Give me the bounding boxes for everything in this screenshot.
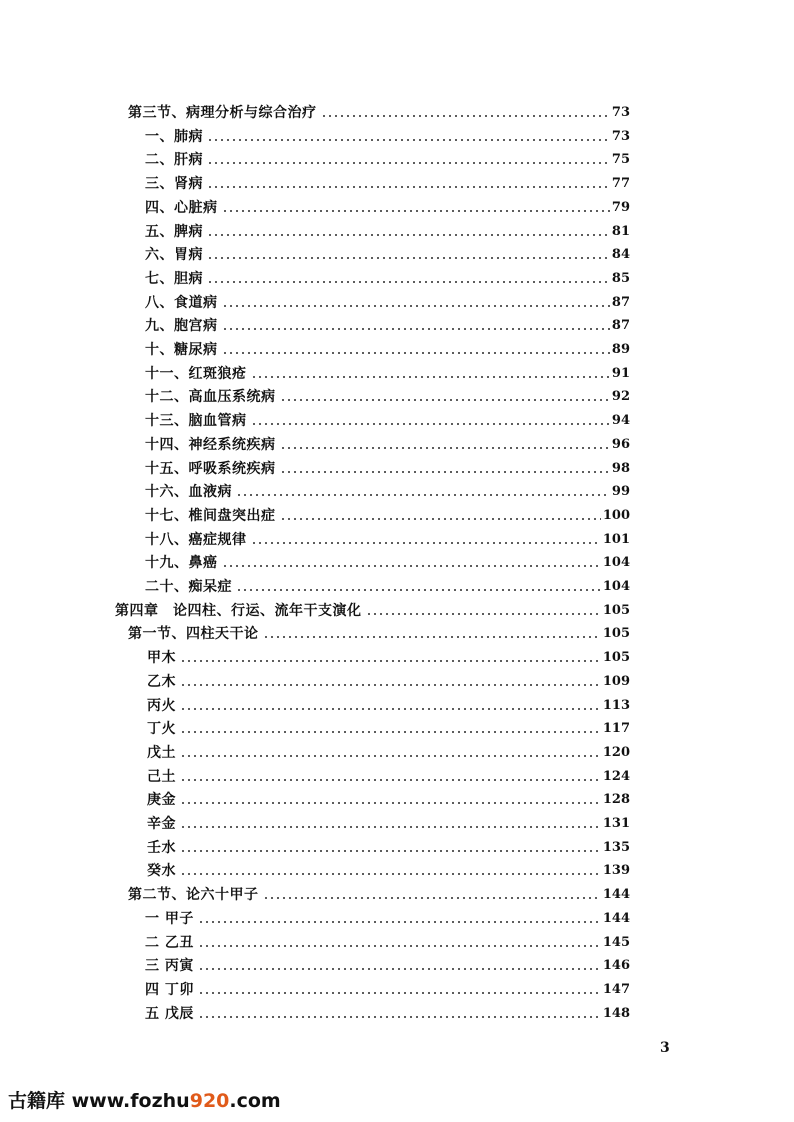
dot-leader: [198, 991, 601, 995]
toc-entry[interactable]: [147, 761, 630, 785]
toc-entry-page: 104: [602, 555, 630, 571]
toc-entry-title: 二 乙丑: [145, 934, 194, 951]
toc-entry[interactable]: [147, 808, 630, 832]
toc-entry[interactable]: [145, 405, 630, 429]
toc-entry-page: 105: [602, 650, 630, 666]
toc-entry[interactable]: [147, 855, 630, 879]
toc-entry-page: 131: [602, 816, 630, 831]
toc-entry-title: 第二节、论六十甲子: [128, 887, 259, 904]
dot-leader: [251, 422, 610, 426]
toc-entry[interactable]: [145, 121, 630, 145]
dot-leader: [222, 209, 610, 213]
dot-leader: [280, 470, 610, 474]
toc-entry[interactable]: [145, 950, 630, 974]
toc-entry[interactable]: [145, 192, 630, 216]
toc-entry-title: 九、胞宫病: [145, 318, 218, 335]
toc-entry[interactable]: [128, 97, 630, 121]
toc-entry-title: 十六、血液病: [145, 484, 232, 501]
toc-entry[interactable]: [145, 500, 630, 524]
dot-leader: [207, 138, 610, 142]
toc-entry-title: 第一节、四柱天干论: [128, 626, 259, 643]
toc-entry-page: 105: [602, 626, 630, 642]
dot-leader: [222, 564, 601, 568]
toc-entry[interactable]: [147, 713, 630, 737]
toc-entry-page: 144: [602, 910, 630, 926]
dot-leader: [180, 825, 601, 829]
toc-entry[interactable]: [145, 524, 630, 548]
toc-entry-page: 85: [611, 270, 630, 286]
toc-entry-page: 146: [602, 958, 630, 974]
toc-entry-page: 124: [602, 768, 630, 784]
toc-entry-page: 109: [602, 673, 630, 689]
toc-entry-page: 96: [611, 436, 630, 452]
toc-entry[interactable]: [147, 832, 630, 856]
toc-entry[interactable]: [145, 903, 630, 927]
toc-entry-page: 79: [611, 199, 630, 215]
toc-entry-page: 144: [602, 887, 630, 903]
dot-leader: [198, 920, 601, 924]
toc-entry-page: 147: [602, 981, 630, 997]
dot-leader: [207, 256, 610, 260]
dot-leader: [251, 541, 601, 545]
dot-leader: [180, 778, 601, 782]
toc-entry[interactable]: [145, 263, 630, 287]
toc-entry[interactable]: [145, 287, 630, 311]
dot-leader: [180, 683, 601, 687]
toc-entry[interactable]: [145, 144, 630, 168]
dot-leader: [207, 185, 610, 189]
toc-entry[interactable]: [128, 879, 630, 903]
toc-entry[interactable]: [145, 453, 630, 477]
dot-leader: [236, 588, 601, 592]
watermark-suffix: .com: [229, 1090, 281, 1112]
toc-entry-title: 辛金: [147, 816, 176, 832]
toc-entry[interactable]: [147, 690, 630, 714]
toc-entry-title: 八、食道病: [145, 294, 218, 311]
toc-entry-title: 癸水: [147, 863, 176, 880]
toc-entry[interactable]: [147, 784, 630, 808]
toc-entry-page: 99: [611, 484, 630, 500]
toc-entry-page: 89: [611, 342, 630, 357]
toc-entry-page: 128: [602, 792, 630, 808]
toc-entry-title: 第四章 论四柱、行运、流年干支演化: [115, 602, 362, 619]
dot-leader: [180, 730, 601, 734]
toc-entry[interactable]: [145, 547, 630, 571]
toc-entry-page: 81: [611, 223, 630, 239]
toc-entry-title: 丁火: [147, 721, 176, 738]
watermark-text: 古籍库 www.fozhu: [8, 1090, 190, 1112]
toc-entry[interactable]: [145, 168, 630, 192]
dot-leader: [263, 896, 601, 900]
dot-leader: [180, 872, 601, 876]
dot-leader: [280, 446, 610, 450]
dot-leader: [198, 1015, 601, 1019]
toc-entry-page: 113: [602, 697, 630, 713]
toc-entry-title: 六、胃病: [145, 247, 203, 264]
toc-entry-page: 91: [611, 365, 630, 381]
toc-entry-title: 一、肺病: [145, 128, 203, 145]
toc-entry[interactable]: [145, 381, 630, 405]
toc-entry-title: 十二、高血压系统病: [145, 389, 276, 406]
toc-entry-title: 十四、神经系统疾病: [145, 436, 276, 453]
toc-entry[interactable]: [145, 334, 630, 358]
toc-entry[interactable]: [145, 216, 630, 240]
toc-entry-title: 乙木: [147, 673, 176, 690]
toc-entry-page: 104: [602, 579, 630, 594]
toc-entry-page: 105: [602, 602, 630, 618]
toc-entry[interactable]: [145, 571, 630, 595]
dot-leader: [207, 280, 610, 284]
toc-entry-title: 庚金: [147, 792, 176, 809]
toc-entry[interactable]: [145, 429, 630, 453]
dot-leader: [198, 967, 601, 971]
toc-entry-page: 94: [611, 413, 630, 429]
page-number: 3: [660, 1040, 670, 1056]
dot-leader: [198, 944, 601, 948]
toc-entry-title: 十八、癌症规律: [145, 531, 247, 548]
toc-entry-title: 己土: [147, 768, 176, 785]
toc-entry-page: 87: [611, 294, 630, 310]
dot-leader: [222, 351, 610, 355]
toc-entry-page: 100: [602, 507, 630, 523]
toc-entry-title: 十五、呼吸系统疾病: [145, 460, 276, 477]
toc-entry-page: 73: [611, 128, 630, 144]
dot-leader: [180, 754, 601, 758]
toc-entry-title: 十九、鼻癌: [145, 555, 218, 572]
toc-entry-title: 三、肾病: [145, 176, 203, 193]
dot-leader: [180, 659, 601, 663]
dot-leader: [263, 635, 601, 639]
dot-leader: [251, 375, 610, 379]
toc-entry[interactable]: [147, 642, 630, 666]
toc-entry[interactable]: [147, 666, 630, 690]
toc-entry-page: 135: [602, 839, 630, 855]
toc-entry-title: 戊土: [147, 744, 176, 761]
toc-entry-page: 120: [602, 744, 630, 760]
toc-entry-title: 五 戊辰: [145, 1005, 194, 1022]
toc-entry-title: 壬水: [147, 839, 176, 856]
toc-entry-page: 73: [611, 105, 630, 120]
toc-entry-title: 三 丙寅: [145, 958, 194, 975]
toc-entry-page: 139: [602, 863, 630, 879]
toc-entry[interactable]: [115, 595, 630, 619]
toc-entry-page: 148: [602, 1005, 630, 1021]
toc-entry-title: 五、脾病: [145, 223, 203, 240]
toc-entry-page: 117: [602, 721, 630, 737]
toc-entry-title: 第三节、病理分析与综合治疗: [128, 105, 317, 121]
toc-entry[interactable]: [145, 358, 630, 382]
dot-leader: [207, 233, 610, 237]
dot-leader: [207, 161, 610, 165]
toc-entry[interactable]: [145, 998, 630, 1022]
toc-entry[interactable]: [145, 974, 630, 998]
toc-entry-title: 四 丁卯: [145, 981, 194, 998]
toc-entry[interactable]: [145, 476, 630, 500]
toc-entry-page: 92: [611, 389, 630, 405]
toc-entry[interactable]: [128, 618, 630, 642]
toc-entry-page: 145: [602, 934, 630, 950]
watermark: [8, 1086, 281, 1113]
toc-entry-title: 十一、红斑狼疮: [145, 365, 247, 382]
dot-leader: [180, 801, 601, 805]
toc-entry-title: 十七、椎间盘突出症: [145, 507, 276, 524]
toc-entry-page: 77: [611, 176, 630, 192]
dot-leader: [366, 612, 601, 616]
toc-entry[interactable]: [145, 927, 630, 951]
toc-entry-title: 一 甲子: [145, 910, 194, 927]
toc-entry-title: 二十、痴呆症: [145, 579, 232, 595]
toc-entry-page: 84: [611, 247, 630, 263]
watermark-accent: 920: [189, 1090, 230, 1112]
toc-entry[interactable]: [145, 239, 630, 263]
dot-leader: [180, 707, 601, 711]
toc-entry-title: 丙火: [147, 697, 176, 714]
toc-entry-page: 101: [602, 531, 630, 547]
toc-entry-title: 四、心脏病: [145, 199, 218, 216]
toc-entry[interactable]: [145, 310, 630, 334]
dot-leader: [280, 398, 610, 402]
dot-leader: [222, 327, 610, 331]
toc-entry-title: 十三、脑血管病: [145, 413, 247, 430]
dot-leader: [222, 304, 610, 308]
toc-entry-page: 75: [611, 152, 630, 168]
toc-entry-page: 87: [611, 318, 630, 334]
dot-leader: [280, 517, 601, 521]
toc-entry[interactable]: [147, 737, 630, 761]
toc-entry-title: 十、糖尿病: [145, 342, 218, 358]
toc-entry-title: 二、肝病: [145, 152, 203, 169]
dot-leader: [236, 493, 610, 497]
toc-entry-page: 98: [611, 460, 630, 476]
dot-leader: [180, 849, 601, 853]
toc-entry-title: 七、胆病: [145, 270, 203, 287]
toc-entry-title: 甲木: [147, 650, 176, 667]
dot-leader: [321, 114, 610, 118]
